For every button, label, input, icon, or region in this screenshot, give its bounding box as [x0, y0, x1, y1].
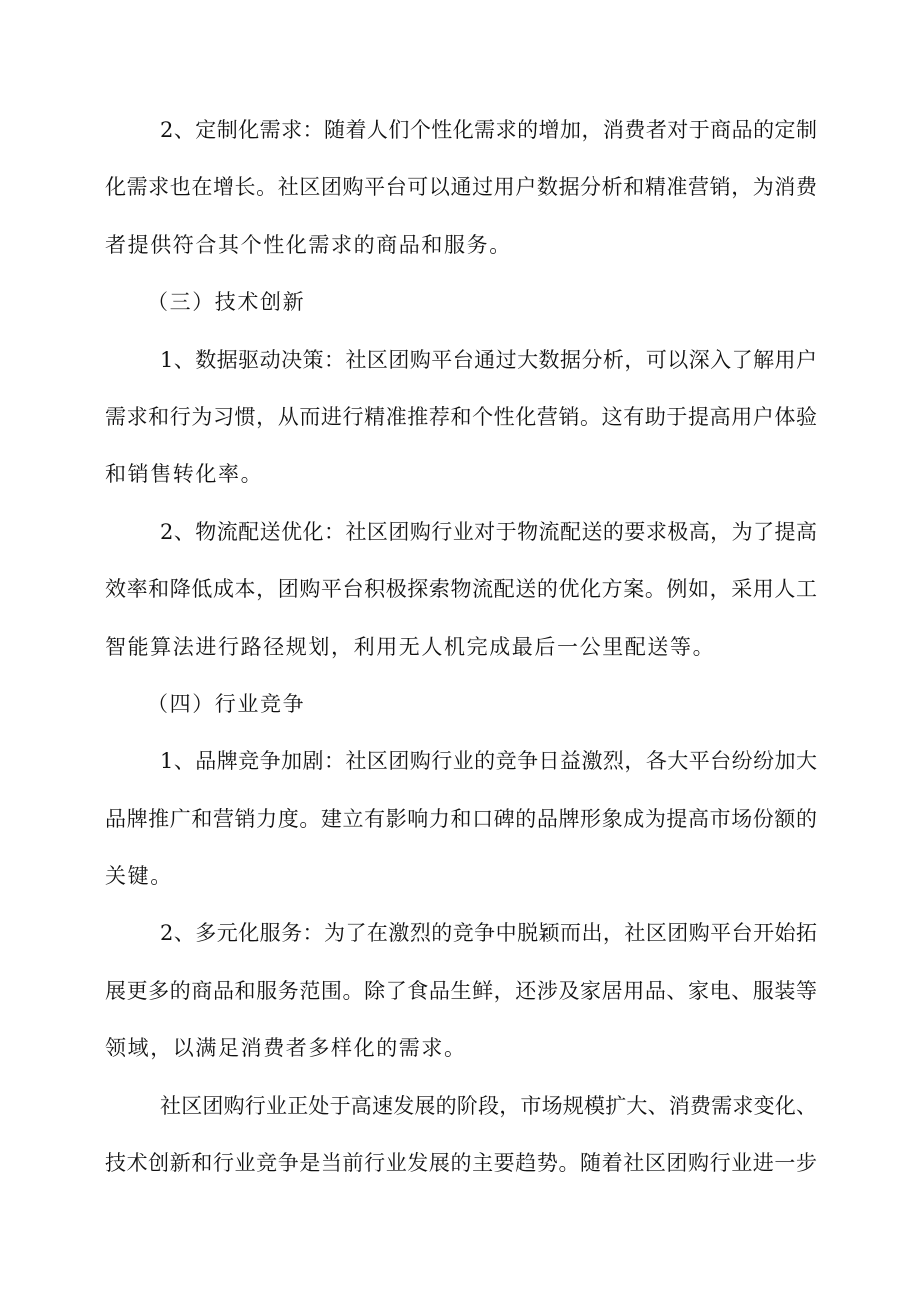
paragraph-line: 化需求也在增长。社区团购平台可以通过用户数据分析和精准营销，为消费: [105, 175, 817, 200]
paragraph-line: 和销售转化率。: [105, 462, 264, 487]
paragraph-line: 智能算法进行路径规划，利用无人机完成最后一公里配送等。: [105, 634, 716, 659]
paragraph-line: 1、品牌竞争加剧：社区团购行业的竞争日益激烈，各大平台纷纷加大: [160, 749, 817, 774]
paragraph-line: 关键。: [105, 864, 173, 889]
section-heading: （四）行业竞争: [147, 691, 306, 716]
section-heading: （三）技术创新: [147, 290, 306, 315]
paragraph-line: 2、定制化需求：随着人们个性化需求的增加，消费者对于商品的定制: [160, 118, 817, 142]
paragraph-line: 需求和行为习惯，从而进行精准推荐和个性化营销。这有助于提高用户体验: [105, 404, 817, 429]
paragraph-line: 1、数据驱动决策：社区团购平台通过大数据分析，可以深入了解用户: [160, 347, 817, 372]
paragraph-line: 社区团购行业正处于高速发展的阶段，市场规模扩大、消费需求变化、: [160, 1093, 817, 1118]
paragraph-line: 品牌推广和营销力度。建立有影响力和口碑的品牌形象成为提高市场份额的: [105, 806, 817, 831]
paragraph-line: 展更多的商品和服务范围。除了食品生鲜，还涉及家居用品、家电、服装等: [105, 978, 817, 1003]
paragraph-line: 2、物流配送优化：社区团购行业对于物流配送的要求极高，为了提高: [160, 519, 817, 544]
paragraph-line: 效率和降低成本，团购平台积极探索物流配送的优化方案。例如，采用人工: [105, 577, 817, 602]
paragraph-line: 2、多元化服务：为了在激烈的竞争中脱颖而出，社区团购平台开始拓: [160, 921, 817, 946]
paragraph-line: 领域，以满足消费者多样化的需求。: [105, 1036, 467, 1061]
paragraph-line: 者提供符合其个性化需求的商品和服务。: [105, 232, 512, 257]
paragraph-line: 技术创新和行业竞争是当前行业发展的主要趋势。随着社区团购行业进一步: [105, 1151, 817, 1176]
document-page: [105, 102, 817, 1192]
